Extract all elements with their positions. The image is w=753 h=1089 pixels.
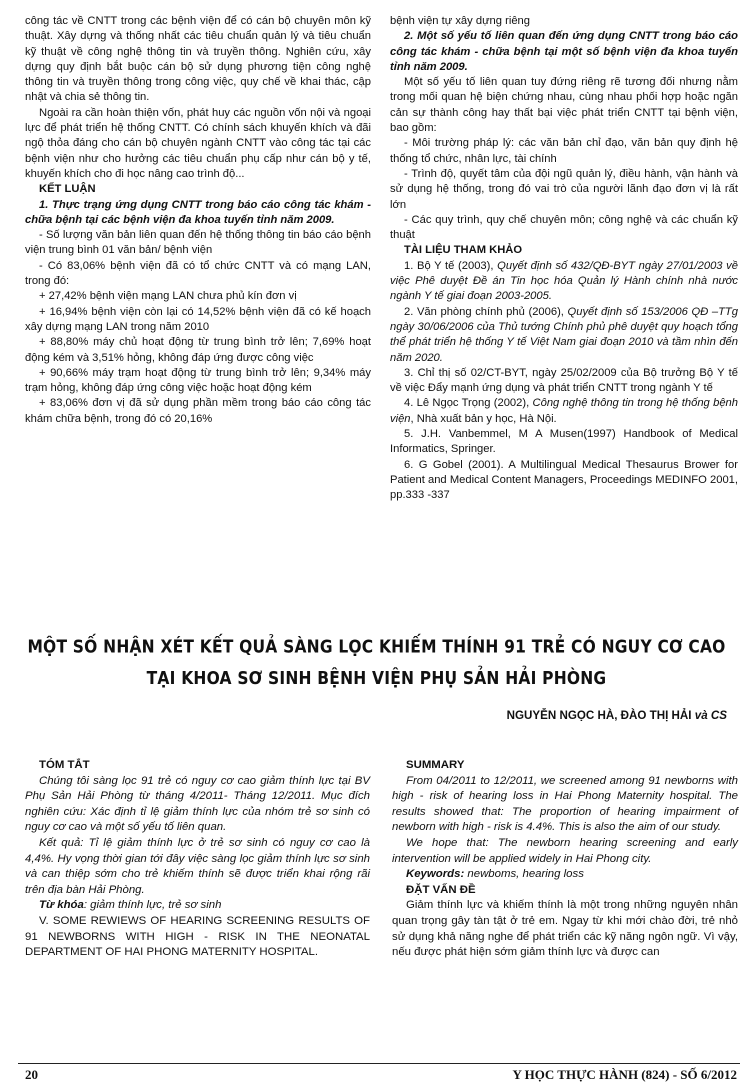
list-item: + 90,66% máy trạm hoạt động từ trung bình trở lên; 9,34% máy trạm hỏng, không đáp ứng công việc hoặc hoạt động kém <box>25 366 371 395</box>
list-item: - Các quy trình, quy chế chuyên môn; công nghệ và các chuẩn kỹ thuật <box>390 213 738 242</box>
abstract-heading: TÓM TẮT <box>39 759 90 771</box>
list-item: - Có 83,06% bệnh viện đã có tổ chức CNTT và có mạng LAN, trong đó: <box>25 259 371 288</box>
keywords: Keywords: newboms, hearing loss <box>406 868 584 881</box>
references-heading: TÀI LIỆU THAM KHẢO <box>404 244 523 257</box>
list-item: - Môi trường pháp lý: các văn bản chỉ đạo, văn bản quy định hệ thống tổ chức, nhân lực, tài chính <box>390 137 738 165</box>
list-item: - Số lượng văn bản liên quan đến hệ thống thông tin báo cáo bệnh viện trung bình 01 văn bản/ bệnh viện <box>25 229 371 257</box>
article-title <box>0 632 753 694</box>
authors: NGUYỄN NGỌC HÀ, ĐÀO THỊ HẢI và CS <box>506 709 727 722</box>
journal-info: Y HỌC THỰC HÀNH (824) - SỐ 6/2012 <box>512 1067 737 1082</box>
list-item: + 27,42% bệnh viện mạng LAN chưa phủ kín đơn vị <box>39 290 297 303</box>
article-title-line: TẠI KHOA SƠ SINH BỆNH VIỆN PHỤ SẢN HẢI PHÒNG <box>146 667 607 689</box>
section-heading-conclusion: KẾT LUẬN <box>39 183 96 196</box>
list-item: + 83,06% đơn vị đã sử dụng phần mềm trong báo cáo công tác khám chữa bệnh, trong đó có 20,16% <box>25 397 371 425</box>
intro-heading: ĐẶT VẤN ĐỀ <box>406 883 476 896</box>
right-column <box>390 14 738 504</box>
reference-item: 2. Văn phòng chính phủ (2006), Quyết định số 153/2006 QĐ –TTg ngày 30/06/2006 của Thủ tướng Chính phủ phê duyệt quy hoạch tổng thể phát triển hệ thống Y tế Việt Nam giai đoạn 2010 và tầm nhìn đến năm 2020. <box>390 305 738 364</box>
body-paragraph: bệnh viện tự xây dựng riêng <box>390 15 530 27</box>
reference-item: 1. Bộ Y tế (2003), Quyết định số 432/QĐ-BYT ngày 27/01/2003 về việc Phê duyệt Đề án Tin học hóa Quản lý Hành chính nhà nước ngành Y tế giai đoạn 2003-2005. <box>390 259 739 303</box>
list-item: + 16,94% bệnh viện còn lại có 14,52% bệnh viện đã có kế hoạch xây dựng mạng LAN trong năm 2010 <box>25 305 371 333</box>
abstract-paragraph: Chúng tôi sàng lọc 91 trẻ có nguy cơ cao giảm thính lực tại BV Phụ Sản Hải Phòng từ tháng 4/2011- Tháng 12/2011. Mục đích nghiên cứu: Xác định tỉ lệ giảm thính lực của nhóm trẻ sơ sinh có nguy cơ cao và một số yếu tố liên quan. <box>25 774 370 834</box>
article-title-line: MỘT SỐ NHẬN XÉT KẾT QUẢ SÀNG LỌC KHIẾM THÍNH 91 TRẺ CÓ NGUY CƠ CAO <box>27 636 726 658</box>
body-paragraph: Một số yếu tố liên quan tuy đứng riêng rẽ tương đối nhưng nằm trong mối quan hệ biện chứng nhau, cùng nhau phối hợp hoặc ngăn cản sự thành công hay thất bại việc phát triển CNTT tại bệnh viện, bao gồm: <box>390 76 738 135</box>
body-paragraph: công tác về CNTT trong các bệnh viện để có cán bộ chuyên môn kỹ thuật. Xây dựng và thống nhất các tiêu chuẩn quản lý và tiêu chuẩn kỹ thuật về công nghệ thông tin và truyền thông. Nghiên cứu, xây dựng quy định bắt buộc cán bộ sử dụng phương tiện công nghệ thông tin và truyền thông trong công việc, quy chế về khai thác, cập nhật và chia sẻ thông tin. <box>25 15 371 104</box>
left-column <box>25 14 371 427</box>
english-title: V. SOME REWIEWS OF HEARING SCREENING RESULTS OF 91 NEWBORNS WITH HIGH - RISK IN THE NEONATAL DEPARTMENT OF HAI PHONG MATERNITY HOSPITAL. <box>25 914 370 959</box>
summary-paragraph: We hope that: The newborn hearing screening and early intervention will be applied widely in Hai Phong city. <box>392 836 738 865</box>
reference-item: 4. Lê Ngọc Trọng (2002), Công nghệ thông tin trong hệ thống bệnh viện, Nhà xuất bản y học, Hà Nội. <box>390 397 738 425</box>
section-subheading: 2. Một số yếu tố liên quan đến ứng dụng CNTT trong báo cáo công tác khám - chữa bệnh tại một số bệnh viện đa khoa tuyến tỉnh năm 2009. <box>390 30 738 73</box>
keywords: Từ khóa: giảm thính lực, trẻ sơ sinh <box>39 899 222 912</box>
summary-english <box>392 758 738 961</box>
reference-item: 6. G Gobel (2001). A Multilingual Medical Thesaurus Brower for Patient and Medical Content Managers, Proceedings MEDINFO 2001, pp.333 -337 <box>390 458 738 502</box>
conclusion-subheading: 1. Thực trạng ứng dụng CNTT trong báo cáo công tác khám - chữa bệnh tại các bệnh viện đa khoa tuyến tỉnh năm 2009. <box>25 198 371 226</box>
list-item: + 88,80% máy chủ hoạt động từ trung bình trở lên; 7,69% hoạt động kém và 3,51% hỏng, không đáp ứng được công việc <box>25 336 371 364</box>
summary-paragraph: From 04/2011 to 12/2011, we screened among 91 newborns with high - risk of hearing loss in Hai Phong Maternity hospital. The results showed that: The proportion of hearing impairment of newborn with high - risk is 4.4%. This is also the aim of our study. <box>392 774 738 834</box>
footer-divider <box>18 1063 740 1064</box>
summary-heading: SUMMARY <box>406 759 465 771</box>
reference-item: 3. Chỉ thị số 02/CT-BYT, ngày 25/02/2009 của Bộ trưởng Bộ Y tế về việc Đẩy mạnh ứng dụng và phát triển CNTT trong ngành Y tế <box>390 366 738 395</box>
reference-item: 5. J.H. Vanbemmel, M A Musen(1997) Handbook of Medical Informatics, Springer. <box>390 428 738 456</box>
body-paragraph: Giảm thính lực và khiếm thính là một trong những nguyên nhân quan trọng gây tàn tật ở trẻ em. Ngay từ khi mới chào đời, trẻ nhỏ sử dụng khả năng nghe để phát triển các kỹ năng ngôn ngữ. Vì vậy, nếu được phát hiện sớm giảm thính lực và được can <box>392 899 738 959</box>
abstract-paragraph: Kết quả: Tỉ lệ giảm thính lực ở trẻ sơ sinh có nguy cơ cao là 4,4%. Hy vọng thời gian tới đây việc sàng lọc giảm thính lực sơ sinh và can thiệp sớm cho trẻ khiếm thính sẽ được triển khai rộng rãi trên địa bàn Hải Phòng. <box>25 836 370 896</box>
page-number: 20 <box>25 1067 38 1082</box>
abstract-vietnamese <box>25 758 370 961</box>
body-paragraph: Ngoài ra cần hoàn thiện vốn, phát huy các nguồn vốn nội và ngoại lực để phát triển hệ thống CNTT. Có chính sách khuyến khích và đãi ngộ thỏa đáng cho cán bộ chuyên ngành CNTT vào công tác tại các bệnh viện như cho hưởng các tiêu chuẩn phụ cấp như cán bộ y tế, khuyến khích cho đi học nâng cao trình độ... <box>25 106 371 180</box>
list-item: - Trình độ, quyết tâm của đội ngũ quản lý, điều hành, vận hành và sử dụng hệ thống, trong đó vai trò của người lãnh đạo đơn vị là rất lớn <box>390 167 738 211</box>
